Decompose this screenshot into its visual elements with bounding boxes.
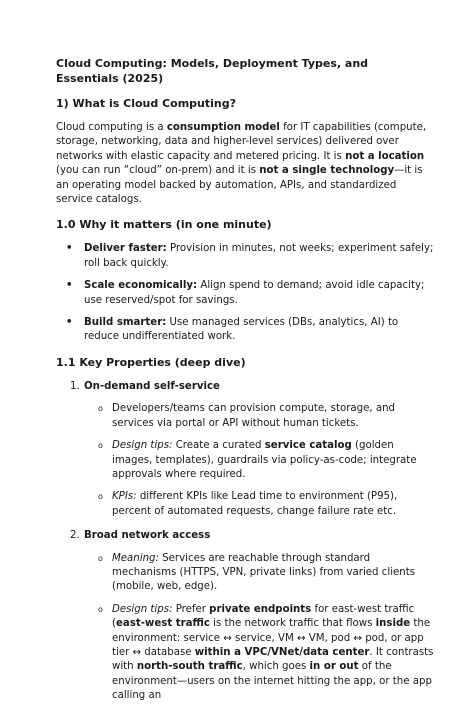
list-item: [98, 603, 434, 704]
text-run: Developers/teams can provision compute, storage, and services via portal or API without human tickets.: [112, 403, 396, 429]
bullet-lead: Scale economically:: [84, 280, 198, 292]
text-run: for IT capabilities (compute, storage, networking, data and higher-level services) delivered over networks with elastic capacity and metered pricing. It is: [56, 122, 427, 162]
bullet-text: Use managed services (DBs, analytics, AI) to reduce undifferentiated work.: [84, 317, 399, 343]
bullet-lead: Build smarter:: [84, 317, 167, 329]
italic-run: Meaning:: [112, 552, 159, 564]
bold-run: north-south traffic: [136, 661, 243, 673]
property-title: Broad network access: [84, 530, 211, 542]
property-details-list: [84, 402, 434, 519]
text-run: (golden images, templates), guardrails via policy-as-code; integrate approvals where required.: [112, 440, 417, 480]
bullet-icon: •: [66, 317, 73, 329]
why-it-matters-list: [56, 242, 434, 344]
property-item: [70, 380, 434, 519]
list-item: [66, 242, 434, 271]
bold-run: service catalog: [264, 440, 352, 452]
bold-run: inside: [375, 618, 411, 630]
italic-run: Design tips:: [112, 603, 173, 615]
text-run: Services are reachable through standard mechanisms (HTTPS, VPN, private links) from varied clients (mobile, web, edge).: [112, 552, 416, 593]
text-run: , which goes: [242, 661, 310, 673]
definition-paragraph: [56, 121, 434, 207]
property-title: On-demand self-service: [84, 380, 220, 392]
text-run: Prefer: [172, 603, 210, 615]
circle-bullet-icon: o: [98, 553, 103, 563]
property-item: [70, 529, 434, 703]
text-run: for east-west traffic (: [112, 603, 415, 630]
property-details-list: [84, 552, 434, 704]
list-item: [66, 316, 434, 345]
list-item: [98, 439, 434, 482]
bold-run: consumption model: [166, 122, 280, 133]
bullet-text: Provision in minutes, not weeks; experiment safely; roll back quickly.: [84, 243, 434, 269]
bold-run: in or out: [309, 661, 359, 673]
italic-run: Design tips:: [112, 440, 173, 452]
circle-bullet-icon: o: [98, 492, 103, 502]
text-run: Create a curated: [172, 440, 265, 452]
property-number: 1.: [70, 380, 80, 392]
bold-run: not a location: [345, 150, 425, 162]
list-item: [98, 490, 434, 519]
text-run: . It contrasts with: [112, 646, 434, 673]
text-run: is the network traffic that flows: [209, 618, 376, 630]
italic-run: KPIs:: [112, 491, 137, 503]
document-title: Cloud Computing: Models, Deployment Types, and Essentials (2025): [56, 57, 369, 85]
circle-bullet-icon: o: [98, 604, 103, 614]
bullet-icon: •: [66, 280, 73, 292]
bullet-icon: •: [66, 243, 73, 255]
list-item: [98, 402, 434, 431]
circle-bullet-icon: o: [98, 404, 103, 414]
text-run: (you can run “cloud” on-prem) and it is: [56, 165, 260, 177]
circle-bullet-icon: o: [98, 441, 103, 451]
text-run: —it is an operating model backed by automation, APIs, and standardized service catalogs.: [56, 165, 423, 206]
bullet-lead: Deliver faster:: [84, 243, 167, 255]
bold-run: within a VPC/VNet/data center: [194, 646, 370, 658]
bold-run: private endpoints: [209, 603, 312, 615]
text-run: the environment: service ↔ service, VM ↔ VM, pod ↔ pod, or app tier ↔ database: [112, 618, 431, 658]
bold-run: east-west traffic: [115, 618, 210, 630]
text-run: Cloud computing is a: [56, 122, 167, 133]
text-run: different KPIs like Lead time to environment (P95), percent of automated requests, change failure rate etc.: [112, 491, 398, 517]
list-item: [98, 552, 434, 595]
bold-run: not a single technology: [259, 165, 395, 177]
property-number: 2.: [70, 530, 80, 542]
key-properties-list: [56, 380, 434, 704]
section-heading-key-properties: 1.1 Key Properties (deep dive): [56, 355, 246, 369]
list-item: [66, 279, 434, 308]
bullet-text: Align spend to demand; avoid idle capacity; use reserved/spot for savings.: [84, 280, 425, 306]
section-heading-what-is-cloud: 1) What is Cloud Computing?: [56, 97, 236, 110]
text-run: of the environment—users on the internet hitting the app, or the app calling an: [112, 661, 432, 702]
section-heading-why-it-matters: 1.0 Why it matters (in one minute): [56, 218, 272, 232]
